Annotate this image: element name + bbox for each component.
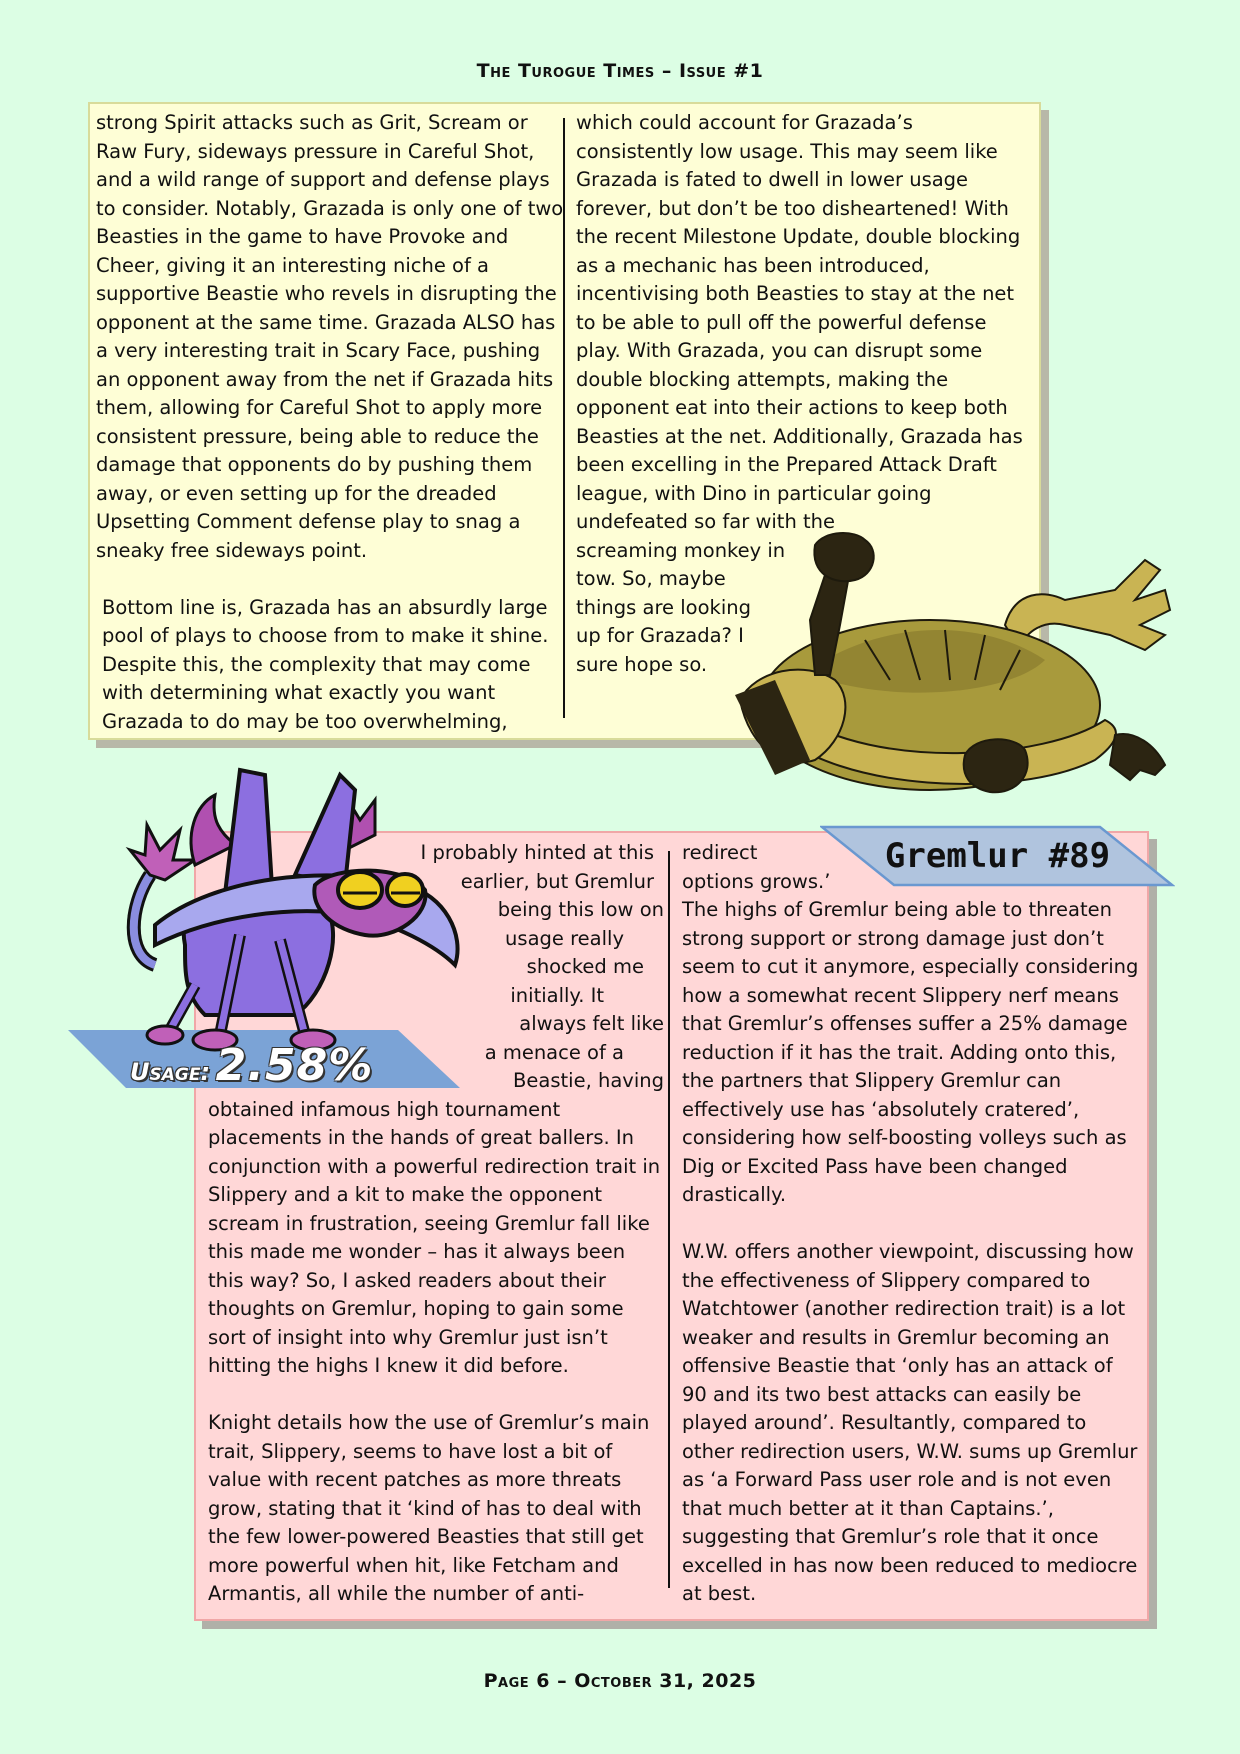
intro-line: initially. It xyxy=(510,983,604,1007)
column-divider xyxy=(668,851,670,1588)
gremlur-paragraph-3: The highs of Gremlur being able to threaten strong support or strong damage just don’t seem to cut it anymore, especially considering how a somewhat recent Slippery nerf means that Gremlur’s offenses suffer a 25% damage reduction if it has the trait. Adding onto this, the partners that Slippery Gremlur can effectively use has ‘absolutely cratered’, considering how self-boosting volleys such as Dig or Excited Pass have been changed drastically. xyxy=(682,898,1139,1206)
intro-line: I probably hinted at this xyxy=(420,841,654,864)
intro-line: usage really xyxy=(505,926,624,950)
grazada-paragraph-3: which could account for Grazada’s consistently low usage. This may seem like Grazada is fated to dwell in lower usage forever, but don’t be too disheartened! With the recent Milestone Update, double blocking as a mechanic has been introduced, incentivising both Beasties to stay at the net to be able to pull off the powerful defense play. With Grazada, you can disrupt some double blocking attempts, making the opponent eat into their actions to keep both Beasties at the net. Additionally, Grazada has been excelling in the Prepared Attack Draft league, with Dino in particular going undefeated so far with the xyxy=(576,111,1023,533)
usage-stat xyxy=(130,1040,373,1091)
grazada-left-column xyxy=(96,109,566,736)
grazada-wrap-line: tow. So, maybe xyxy=(576,567,726,590)
gremlur-wrap-line: redirect xyxy=(682,841,758,864)
gremlur-paragraph-1: obtained infamous high tournament placements in the hands of great ballers. In conjunction with a powerful redirection trait in Slippery and a kit to make the opponent scream in frustration, seeing Gremlur fall like this made me wonder – has it always been this way? So, I asked readers about their thoughts on Gremlur, hoping to gain some sort of insight into why Gremlur just isn’t hitting the highs I knew it did before. xyxy=(208,1097,661,1377)
page-footer: Page 6 – October 31, 2025 xyxy=(483,1670,757,1692)
intro-line: earlier, but Gremlur xyxy=(460,869,654,893)
intro-line: being this low on xyxy=(497,898,664,921)
grazada-wrap-line: screaming monkey in xyxy=(576,538,786,562)
gremlur-paragraph-4: W.W. offers another viewpoint, discussing how the effectiveness of Slippery compared to Watchtower (another redirection trait) is a lot weaker and results in Gremlur becoming an offensive Beastie that ‘only has an attack of 90 and its two best attacks can easily be played around’. Resultantly, compared to other redirection users, W.W. sums up Gremlur as ‘a Forward Pass user role and is not even that much better at it than Captains.’, suggesting that Gremlur’s role that it once excelled in has now been reduced to mediocre at best. xyxy=(682,1240,1138,1605)
usage-label: Usage: xyxy=(130,1058,211,1086)
intro-line: a menace of a xyxy=(484,1040,624,1064)
grazada-wrap-line: things are looking xyxy=(576,595,751,619)
grazada-paragraph-2: Bottom line is, Grazada has an absurdly large pool of plays to choose from to make it shine. Despite this, the complexity that may come with determining what exactly you want Grazada to do may be too overwhelming, xyxy=(102,595,549,733)
intro-line: always felt like xyxy=(519,1012,664,1035)
grazada-wrap-line: up for Grazada? I xyxy=(576,624,744,647)
gremlur-title: Gremlur #89 xyxy=(884,836,1111,876)
intro-line: Beastie, having xyxy=(513,1069,664,1092)
gremlur-illustration xyxy=(75,765,495,1070)
grazada-wrap-line: sure hope so. xyxy=(576,652,708,676)
grazada-paragraph-1: strong Spirit attacks such as Grit, Scream or Raw Fury, sideways pressure in Careful Shot, and a wild range of support and defense plays to consider. Notably, Grazada is only one of two Beasties in the game to have Provoke and Cheer, giving it an interesting niche of a supportive Beastie who revels in disrupting the opponent at the same time. Grazada ALSO has a very interesting trait in Scary Face, pushing an opponent away from the net if Grazada hits them, allowing for Careful Shot to apply more consistent pressure, being able to reduce the damage that opponents do by pushing them away, or even setting up for the dreaded Upsetting Comment defense play to snag a sneaky free sideways point. xyxy=(96,111,564,562)
intro-line: shocked me xyxy=(526,955,644,978)
gremlur-paragraph-2: Knight details how the use of Gremlur’s main trait, Slippery, seems to have lost a bit of value with recent patches as more threats grow, stating that it ‘kind of has to deal with the few lower-powered Beasties that still get more powerful when hit, like Fetcham and Armantis, all while the number of anti- xyxy=(208,1411,650,1605)
grazada-illustration xyxy=(715,530,1180,815)
gremlur-wrap-line: options grows.’ xyxy=(682,869,831,893)
usage-value: 2.58% xyxy=(215,1040,374,1091)
gremlur-right-column xyxy=(682,839,1142,1609)
column-divider xyxy=(563,118,565,718)
masthead: The Turogue Times – Issue #1 xyxy=(476,60,764,82)
